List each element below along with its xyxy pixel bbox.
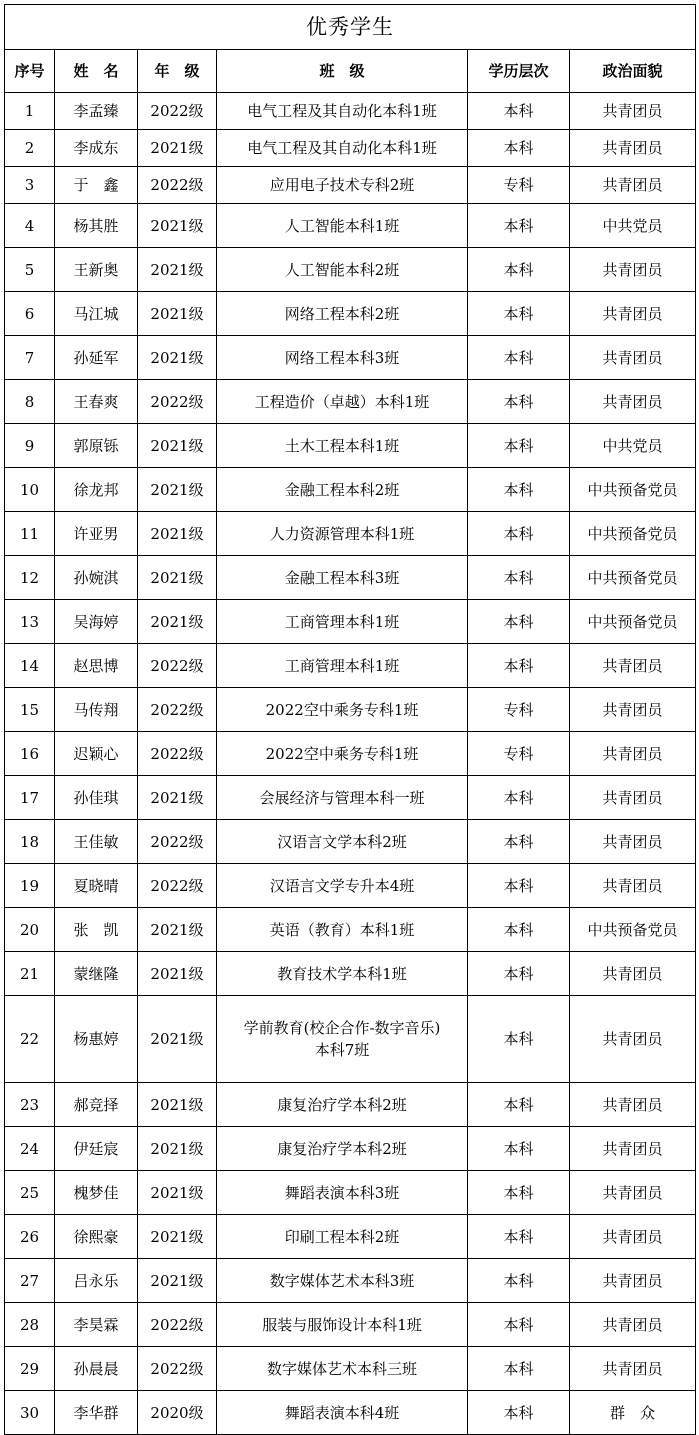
header-political: 政治面貌 bbox=[570, 50, 696, 93]
cell-name: 许亚男 bbox=[55, 512, 138, 556]
table-row bbox=[5, 93, 696, 130]
table-row bbox=[5, 732, 696, 776]
cell-class: 工商管理本科1班 bbox=[217, 644, 468, 688]
cell-level: 本科 bbox=[468, 336, 570, 380]
cell-political: 共青团员 bbox=[570, 167, 696, 204]
cell-index: 15 bbox=[5, 688, 55, 732]
cell-grade: 2022级 bbox=[138, 864, 217, 908]
cell-political: 共青团员 bbox=[570, 820, 696, 864]
cell-level: 本科 bbox=[468, 1127, 570, 1171]
cell-name: 徐龙邦 bbox=[55, 468, 138, 512]
cell-name: 郭原铄 bbox=[55, 424, 138, 468]
cell-index: 25 bbox=[5, 1171, 55, 1215]
table-row bbox=[5, 167, 696, 204]
cell-name: 孙佳琪 bbox=[55, 776, 138, 820]
cell-level: 本科 bbox=[468, 1083, 570, 1127]
table-row bbox=[5, 1303, 696, 1347]
table-row bbox=[5, 512, 696, 556]
cell-grade: 2022级 bbox=[138, 688, 217, 732]
cell-class: 英语（教育）本科1班 bbox=[217, 908, 468, 952]
cell-grade: 2022级 bbox=[138, 820, 217, 864]
cell-political: 中共党员 bbox=[570, 204, 696, 248]
cell-level: 本科 bbox=[468, 1215, 570, 1259]
cell-level: 本科 bbox=[468, 644, 570, 688]
cell-index: 2 bbox=[5, 130, 55, 167]
cell-index: 29 bbox=[5, 1347, 55, 1391]
header-name: 姓 名 bbox=[55, 50, 138, 93]
cell-index: 11 bbox=[5, 512, 55, 556]
cell-grade: 2022级 bbox=[138, 380, 217, 424]
cell-grade: 2021级 bbox=[138, 248, 217, 292]
cell-name: 杨其胜 bbox=[55, 204, 138, 248]
table-row bbox=[5, 336, 696, 380]
cell-level: 本科 bbox=[468, 1303, 570, 1347]
cell-name: 杨惠婷 bbox=[55, 996, 138, 1083]
cell-political: 共青团员 bbox=[570, 688, 696, 732]
table-row bbox=[5, 292, 696, 336]
cell-grade: 2021级 bbox=[138, 908, 217, 952]
cell-class-line1: 学前教育(校企合作-数字音乐) bbox=[243, 1019, 441, 1037]
cell-political: 共青团员 bbox=[570, 292, 696, 336]
cell-grade: 2021级 bbox=[138, 468, 217, 512]
cell-political: 共青团员 bbox=[570, 776, 696, 820]
cell-class: 舞蹈表演本科4班 bbox=[217, 1391, 468, 1435]
cell-level: 本科 bbox=[468, 556, 570, 600]
cell-political: 共青团员 bbox=[570, 1259, 696, 1303]
cell-grade: 2021级 bbox=[138, 600, 217, 644]
cell-name: 徐熙豪 bbox=[55, 1215, 138, 1259]
table-row bbox=[5, 130, 696, 167]
cell-political: 共青团员 bbox=[570, 1303, 696, 1347]
cell-class: 2022空中乘务专科1班 bbox=[217, 688, 468, 732]
table-row bbox=[5, 204, 696, 248]
cell-index: 1 bbox=[5, 93, 55, 130]
cell-index: 30 bbox=[5, 1391, 55, 1435]
cell-name: 吴海婷 bbox=[55, 600, 138, 644]
cell-name: 孙延军 bbox=[55, 336, 138, 380]
cell-class: 舞蹈表演本科3班 bbox=[217, 1171, 468, 1215]
cell-level: 本科 bbox=[468, 1347, 570, 1391]
cell-class: 康复治疗学本科2班 bbox=[217, 1083, 468, 1127]
cell-index: 6 bbox=[5, 292, 55, 336]
cell-class: 金融工程本科3班 bbox=[217, 556, 468, 600]
cell-class: 网络工程本科3班 bbox=[217, 336, 468, 380]
cell-political: 共青团员 bbox=[570, 130, 696, 167]
cell-grade: 2021级 bbox=[138, 292, 217, 336]
cell-level: 本科 bbox=[468, 1259, 570, 1303]
table-row bbox=[5, 820, 696, 864]
cell-grade: 2021级 bbox=[138, 776, 217, 820]
cell-class bbox=[217, 996, 468, 1083]
cell-grade: 2021级 bbox=[138, 952, 217, 996]
cell-level: 本科 bbox=[468, 424, 570, 468]
cell-grade: 2021级 bbox=[138, 1127, 217, 1171]
cell-name: 伊廷宸 bbox=[55, 1127, 138, 1171]
table-row bbox=[5, 1083, 696, 1127]
table-row bbox=[5, 952, 696, 996]
cell-name: 夏晓晴 bbox=[55, 864, 138, 908]
cell-class: 数字媒体艺术本科三班 bbox=[217, 1347, 468, 1391]
table-row bbox=[5, 776, 696, 820]
cell-political: 共青团员 bbox=[570, 996, 696, 1083]
cell-name: 李华群 bbox=[55, 1391, 138, 1435]
cell-level: 本科 bbox=[468, 204, 570, 248]
cell-index: 8 bbox=[5, 380, 55, 424]
cell-political: 共青团员 bbox=[570, 952, 696, 996]
cell-class: 数字媒体艺术本科3班 bbox=[217, 1259, 468, 1303]
cell-index: 28 bbox=[5, 1303, 55, 1347]
cell-name: 王春爽 bbox=[55, 380, 138, 424]
cell-name: 马江城 bbox=[55, 292, 138, 336]
cell-class: 康复治疗学本科2班 bbox=[217, 1127, 468, 1171]
cell-name: 王新奥 bbox=[55, 248, 138, 292]
table-row bbox=[5, 1171, 696, 1215]
table-row bbox=[5, 424, 696, 468]
cell-grade: 2021级 bbox=[138, 1259, 217, 1303]
cell-class-line2: 本科7班 bbox=[314, 1041, 370, 1059]
table-row bbox=[5, 908, 696, 952]
table-row bbox=[5, 1347, 696, 1391]
cell-index: 3 bbox=[5, 167, 55, 204]
cell-name: 蒙继隆 bbox=[55, 952, 138, 996]
cell-level: 本科 bbox=[468, 512, 570, 556]
cell-political: 共青团员 bbox=[570, 1083, 696, 1127]
cell-level: 专科 bbox=[468, 732, 570, 776]
cell-grade: 2022级 bbox=[138, 644, 217, 688]
cell-political: 共青团员 bbox=[570, 1215, 696, 1259]
cell-political: 中共预备党员 bbox=[570, 512, 696, 556]
cell-grade: 2022级 bbox=[138, 732, 217, 776]
cell-name: 李成东 bbox=[55, 130, 138, 167]
cell-class: 应用电子技术专科2班 bbox=[217, 167, 468, 204]
cell-grade: 2021级 bbox=[138, 204, 217, 248]
cell-level: 本科 bbox=[468, 864, 570, 908]
cell-name: 李昊霖 bbox=[55, 1303, 138, 1347]
cell-index: 24 bbox=[5, 1127, 55, 1171]
table-row bbox=[5, 1127, 696, 1171]
cell-grade: 2021级 bbox=[138, 130, 217, 167]
cell-class: 电气工程及其自动化本科1班 bbox=[217, 93, 468, 130]
cell-political: 共青团员 bbox=[570, 1347, 696, 1391]
cell-grade: 2022级 bbox=[138, 93, 217, 130]
outstanding-students-table bbox=[4, 4, 696, 1435]
cell-class: 汉语言文学专升本4班 bbox=[217, 864, 468, 908]
table-row bbox=[5, 248, 696, 292]
cell-index: 27 bbox=[5, 1259, 55, 1303]
cell-index: 19 bbox=[5, 864, 55, 908]
cell-level: 本科 bbox=[468, 93, 570, 130]
cell-index: 5 bbox=[5, 248, 55, 292]
cell-level: 本科 bbox=[468, 292, 570, 336]
cell-index: 22 bbox=[5, 996, 55, 1083]
cell-index: 14 bbox=[5, 644, 55, 688]
header-class: 班 级 bbox=[217, 50, 468, 93]
cell-index: 17 bbox=[5, 776, 55, 820]
cell-class: 工程造价（卓越）本科1班 bbox=[217, 380, 468, 424]
table-header-row bbox=[5, 50, 696, 93]
table-row bbox=[5, 1215, 696, 1259]
cell-index: 21 bbox=[5, 952, 55, 996]
cell-level: 本科 bbox=[468, 996, 570, 1083]
cell-class: 人工智能本科2班 bbox=[217, 248, 468, 292]
cell-grade: 2021级 bbox=[138, 336, 217, 380]
table-row bbox=[5, 644, 696, 688]
cell-political: 中共预备党员 bbox=[570, 600, 696, 644]
cell-class: 服装与服饰设计本科1班 bbox=[217, 1303, 468, 1347]
cell-political: 共青团员 bbox=[570, 336, 696, 380]
cell-class: 教育技术学本科1班 bbox=[217, 952, 468, 996]
cell-political: 中共预备党员 bbox=[570, 556, 696, 600]
table-row bbox=[5, 556, 696, 600]
cell-index: 7 bbox=[5, 336, 55, 380]
cell-political: 共青团员 bbox=[570, 1127, 696, 1171]
cell-political: 群 众 bbox=[570, 1391, 696, 1435]
table-row bbox=[5, 688, 696, 732]
cell-name: 槐梦佳 bbox=[55, 1171, 138, 1215]
cell-political: 共青团员 bbox=[570, 864, 696, 908]
cell-level: 本科 bbox=[468, 1171, 570, 1215]
cell-grade: 2021级 bbox=[138, 1215, 217, 1259]
cell-grade: 2021级 bbox=[138, 1083, 217, 1127]
cell-level: 本科 bbox=[468, 952, 570, 996]
cell-name: 孙婉淇 bbox=[55, 556, 138, 600]
cell-index: 16 bbox=[5, 732, 55, 776]
cell-name: 马传翔 bbox=[55, 688, 138, 732]
cell-name: 迟颖心 bbox=[55, 732, 138, 776]
table-row bbox=[5, 1259, 696, 1303]
cell-index: 10 bbox=[5, 468, 55, 512]
cell-class: 金融工程本科2班 bbox=[217, 468, 468, 512]
cell-grade: 2022级 bbox=[138, 167, 217, 204]
cell-political: 共青团员 bbox=[570, 1171, 696, 1215]
header-index: 序号 bbox=[5, 50, 55, 93]
table-row bbox=[5, 996, 696, 1083]
cell-grade: 2021级 bbox=[138, 1171, 217, 1215]
table-row bbox=[5, 864, 696, 908]
cell-class: 印刷工程本科2班 bbox=[217, 1215, 468, 1259]
cell-class: 2022空中乘务专科1班 bbox=[217, 732, 468, 776]
cell-index: 12 bbox=[5, 556, 55, 600]
cell-level: 本科 bbox=[468, 820, 570, 864]
cell-index: 26 bbox=[5, 1215, 55, 1259]
cell-name: 郝竞择 bbox=[55, 1083, 138, 1127]
cell-level: 本科 bbox=[468, 468, 570, 512]
cell-political: 共青团员 bbox=[570, 644, 696, 688]
cell-political: 中共预备党员 bbox=[570, 908, 696, 952]
cell-grade: 2020级 bbox=[138, 1391, 217, 1435]
cell-name: 李孟臻 bbox=[55, 93, 138, 130]
cell-political: 共青团员 bbox=[570, 93, 696, 130]
cell-name: 赵思博 bbox=[55, 644, 138, 688]
cell-index: 9 bbox=[5, 424, 55, 468]
cell-level: 本科 bbox=[468, 908, 570, 952]
cell-class: 人力资源管理本科1班 bbox=[217, 512, 468, 556]
table-row bbox=[5, 1391, 696, 1435]
cell-name: 孙晨晨 bbox=[55, 1347, 138, 1391]
cell-level: 本科 bbox=[468, 380, 570, 424]
cell-level: 本科 bbox=[468, 600, 570, 644]
cell-class: 工商管理本科1班 bbox=[217, 600, 468, 644]
cell-name: 吕永乐 bbox=[55, 1259, 138, 1303]
cell-index: 20 bbox=[5, 908, 55, 952]
cell-level: 专科 bbox=[468, 167, 570, 204]
cell-political: 共青团员 bbox=[570, 380, 696, 424]
cell-level: 本科 bbox=[468, 248, 570, 292]
cell-grade: 2021级 bbox=[138, 556, 217, 600]
cell-name: 王佳敏 bbox=[55, 820, 138, 864]
cell-grade: 2022级 bbox=[138, 1303, 217, 1347]
cell-class: 网络工程本科2班 bbox=[217, 292, 468, 336]
cell-grade: 2021级 bbox=[138, 512, 217, 556]
table-body bbox=[5, 93, 696, 1435]
cell-grade: 2022级 bbox=[138, 1347, 217, 1391]
table-title: 优秀学生 bbox=[5, 5, 696, 50]
cell-class: 会展经济与管理本科一班 bbox=[217, 776, 468, 820]
cell-index: 13 bbox=[5, 600, 55, 644]
table-row bbox=[5, 380, 696, 424]
cell-index: 23 bbox=[5, 1083, 55, 1127]
cell-level: 本科 bbox=[468, 130, 570, 167]
cell-level: 专科 bbox=[468, 688, 570, 732]
cell-class: 土木工程本科1班 bbox=[217, 424, 468, 468]
header-level: 学历层次 bbox=[468, 50, 570, 93]
cell-name: 于 鑫 bbox=[55, 167, 138, 204]
cell-political: 共青团员 bbox=[570, 248, 696, 292]
table-row bbox=[5, 468, 696, 512]
cell-level: 本科 bbox=[468, 1391, 570, 1435]
cell-index: 18 bbox=[5, 820, 55, 864]
cell-political: 共青团员 bbox=[570, 732, 696, 776]
cell-class: 人工智能本科1班 bbox=[217, 204, 468, 248]
table-row bbox=[5, 600, 696, 644]
cell-class: 汉语言文学本科2班 bbox=[217, 820, 468, 864]
cell-level: 本科 bbox=[468, 776, 570, 820]
cell-name: 张 凯 bbox=[55, 908, 138, 952]
cell-grade: 2021级 bbox=[138, 996, 217, 1083]
cell-index: 4 bbox=[5, 204, 55, 248]
cell-political: 中共党员 bbox=[570, 424, 696, 468]
cell-class: 电气工程及其自动化本科1班 bbox=[217, 130, 468, 167]
cell-grade: 2021级 bbox=[138, 424, 217, 468]
cell-political: 中共预备党员 bbox=[570, 468, 696, 512]
header-grade: 年 级 bbox=[138, 50, 217, 93]
